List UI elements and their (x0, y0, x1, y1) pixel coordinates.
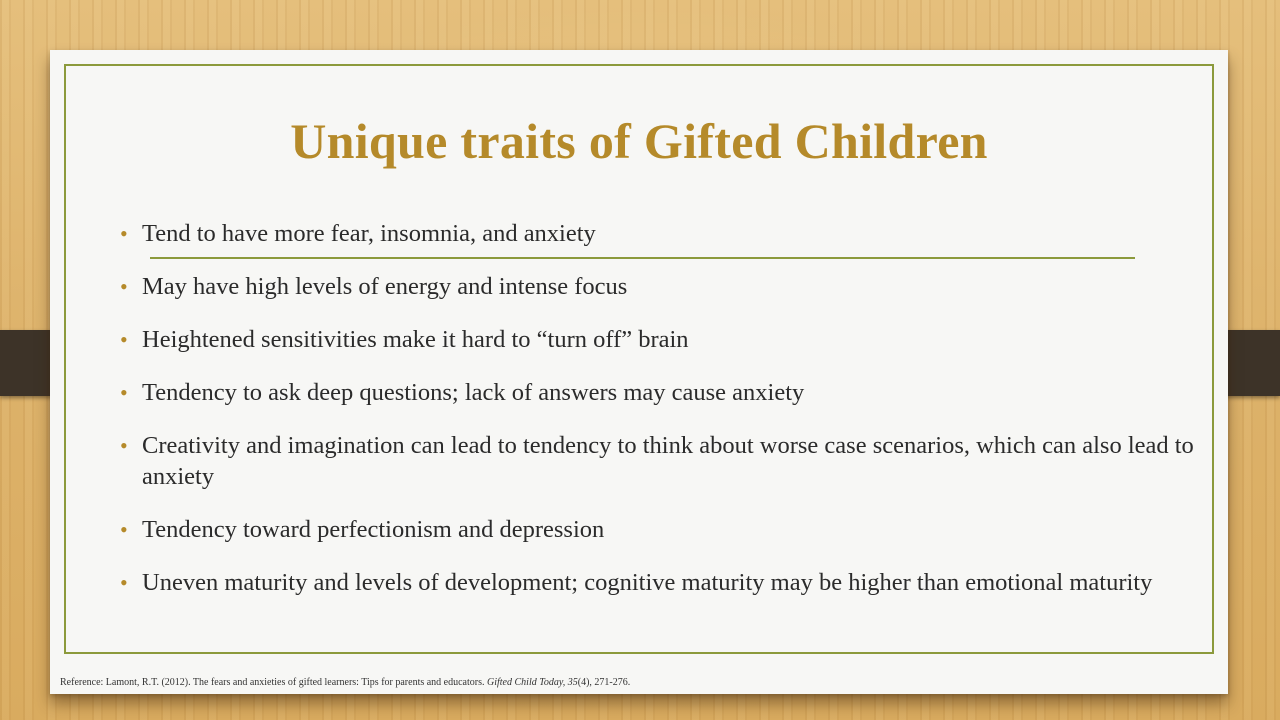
reference-issue-pages: (4), 271-276. (577, 677, 631, 688)
bullet-dot-icon: • (120, 517, 128, 542)
bullet-text: Tend to have more fear, insomnia, and anxiety (142, 220, 596, 247)
bullet-dot-icon: • (120, 221, 128, 246)
bullet-item (120, 271, 1200, 302)
bullet-item (120, 324, 1200, 355)
bullet-text: Tendency to ask deep questions; lack of answers may cause anxiety (142, 379, 805, 406)
bullet-dot-icon: • (120, 274, 128, 299)
bullet-text: Tendency toward perfectionism and depression (142, 516, 605, 543)
bullet-item (120, 514, 1200, 545)
bullet-item (120, 377, 1200, 408)
slide-card (50, 50, 1228, 694)
reference-text: Reference: Lamont, R.T. (2012). The fears and anxieties of gifted learners: Tips for parents and educators. (60, 677, 485, 688)
bullet-text: Heightened sensitivities make it hard to “turn off” brain (142, 326, 689, 353)
bullet-dot-icon: • (120, 433, 128, 458)
bullet-item (120, 430, 1200, 492)
bullet-item (120, 218, 1200, 249)
bullet-dot-icon: • (120, 380, 128, 405)
bullet-text: Creativity and imagination can lead to tendency to think about worse case scenarios, which can also lead to anxiety (142, 432, 1194, 490)
slide-title: Unique traits of Gifted Children (290, 113, 988, 169)
reference-journal: Gifted Child Today, 35 (487, 677, 578, 688)
bullet-dot-icon: • (120, 327, 128, 352)
bullet-item (120, 567, 1200, 598)
bullet-dot-icon: • (120, 570, 128, 595)
bullet-list (120, 218, 1200, 620)
bullet-text: Uneven maturity and levels of development; cognitive maturity may be higher than emotional maturity (142, 569, 1153, 596)
reference-citation (60, 677, 630, 688)
bullet-text: May have high levels of energy and intense focus (142, 273, 628, 300)
